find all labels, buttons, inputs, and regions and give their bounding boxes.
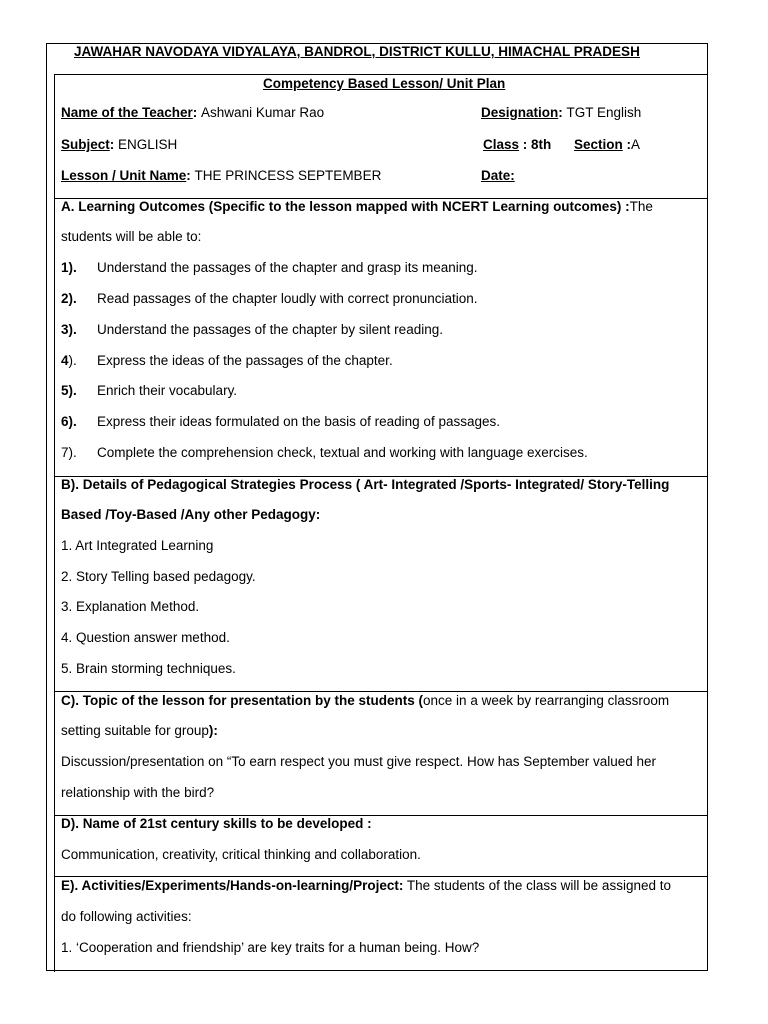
teacher-row: Name of the Teacher: Ashwani Kumar Rao	[61, 105, 325, 120]
date-label: Date:	[481, 168, 515, 183]
section-e-text: 1. ‘Cooperation and friendship’ are key traits for a human being. How?	[61, 940, 480, 955]
list-number: 1).	[61, 260, 77, 275]
section-b-heading: B). Details of Pedagogical Strategies Process ( Art- Integrated /Sports- Integrated/ Story-Telling	[61, 477, 670, 492]
divider	[54, 691, 708, 692]
section-e-text: do following activities:	[61, 909, 192, 924]
list-number: 4).	[61, 353, 77, 368]
list-number: 6).	[61, 414, 77, 429]
section-d-heading: D). Name of 21st century skills to be developed :	[61, 816, 372, 831]
section-c-line: setting suitable for group):	[61, 723, 218, 738]
section-c-heading: C). Topic of the lesson for presentation by the students (once in a week by rearranging classroom	[61, 693, 670, 708]
class-value: 8th	[531, 137, 552, 152]
lesson-value: THE PRINCESS SEPTEMBER	[194, 168, 382, 183]
class-label: Class	[483, 137, 520, 152]
list-number: 5).	[61, 383, 77, 398]
list-item: 4. Question answer method.	[61, 630, 230, 645]
section-c-text: Discussion/presentation on “To earn respect you must give respect. How has September valued her	[61, 754, 657, 769]
subject-value: ENGLISH	[118, 137, 178, 152]
section-row: Section :A	[574, 137, 641, 152]
divider	[54, 876, 708, 877]
list-item: Read passages of the chapter loudly with correct pronunciation.	[97, 291, 478, 306]
list-item: 2. Story Telling based pedagogy.	[61, 569, 256, 584]
designation-label: Designation	[481, 105, 559, 120]
section-b-heading: Based /Toy-Based /Any other Pedagogy:	[61, 507, 321, 522]
section-c-text: relationship with the bird?	[61, 785, 215, 800]
subject-row: Subject: ENGLISH	[61, 137, 178, 152]
designation-row: Designation: TGT English	[481, 105, 642, 120]
school-title: JAWAHAR NAVODAYA VIDYALAYA, BANDROL, DISTRICT KULLU, HIMACHAL PRADESH	[74, 44, 640, 59]
list-item: Express their ideas formulated on the basis of reading of passages.	[97, 414, 500, 429]
section-label: Section	[574, 137, 623, 152]
designation-value: TGT English	[566, 105, 642, 120]
teacher-value: Ashwani Kumar Rao	[201, 105, 325, 120]
section-e-heading: E). Activities/Experiments/Hands-on-learning/Project: The students of the class will be assigned to	[61, 878, 671, 893]
divider	[54, 74, 708, 75]
subject-label: Subject	[61, 137, 110, 152]
section-value: A	[631, 137, 641, 152]
list-item: 1. Art Integrated Learning	[61, 538, 214, 553]
list-item: 3. Explanation Method.	[61, 599, 200, 614]
lesson-row: Lesson / Unit Name: THE PRINCESS SEPTEMBER	[61, 168, 382, 183]
list-item: Enrich their vocabulary.	[97, 383, 238, 398]
list-item: Complete the comprehension check, textual and working with language exercises.	[97, 445, 588, 460]
list-number: 3).	[61, 322, 77, 337]
section-a-intro: students will be able to:	[61, 229, 202, 244]
list-item: 5. Brain storming techniques.	[61, 661, 236, 676]
class-row: Class : 8th	[483, 137, 552, 152]
section-a-heading: A. Learning Outcomes (Specific to the lesson mapped with NCERT Learning outcomes) :The	[61, 199, 653, 214]
list-number: 2).	[61, 291, 77, 306]
section-d-text: Communication, creativity, critical thinking and collaboration.	[61, 847, 421, 862]
lesson-label: Lesson / Unit Name	[61, 168, 187, 183]
list-item: Understand the passages of the chapter and grasp its meaning.	[97, 260, 478, 275]
plan-title: Competency Based Lesson/ Unit Plan	[263, 76, 506, 91]
teacher-label: Name of the Teacher	[61, 105, 193, 120]
list-number: 7).	[61, 445, 77, 460]
list-item: Understand the passages of the chapter by silent reading.	[97, 322, 443, 337]
list-item: Express the ideas of the passages of the chapter.	[97, 353, 393, 368]
